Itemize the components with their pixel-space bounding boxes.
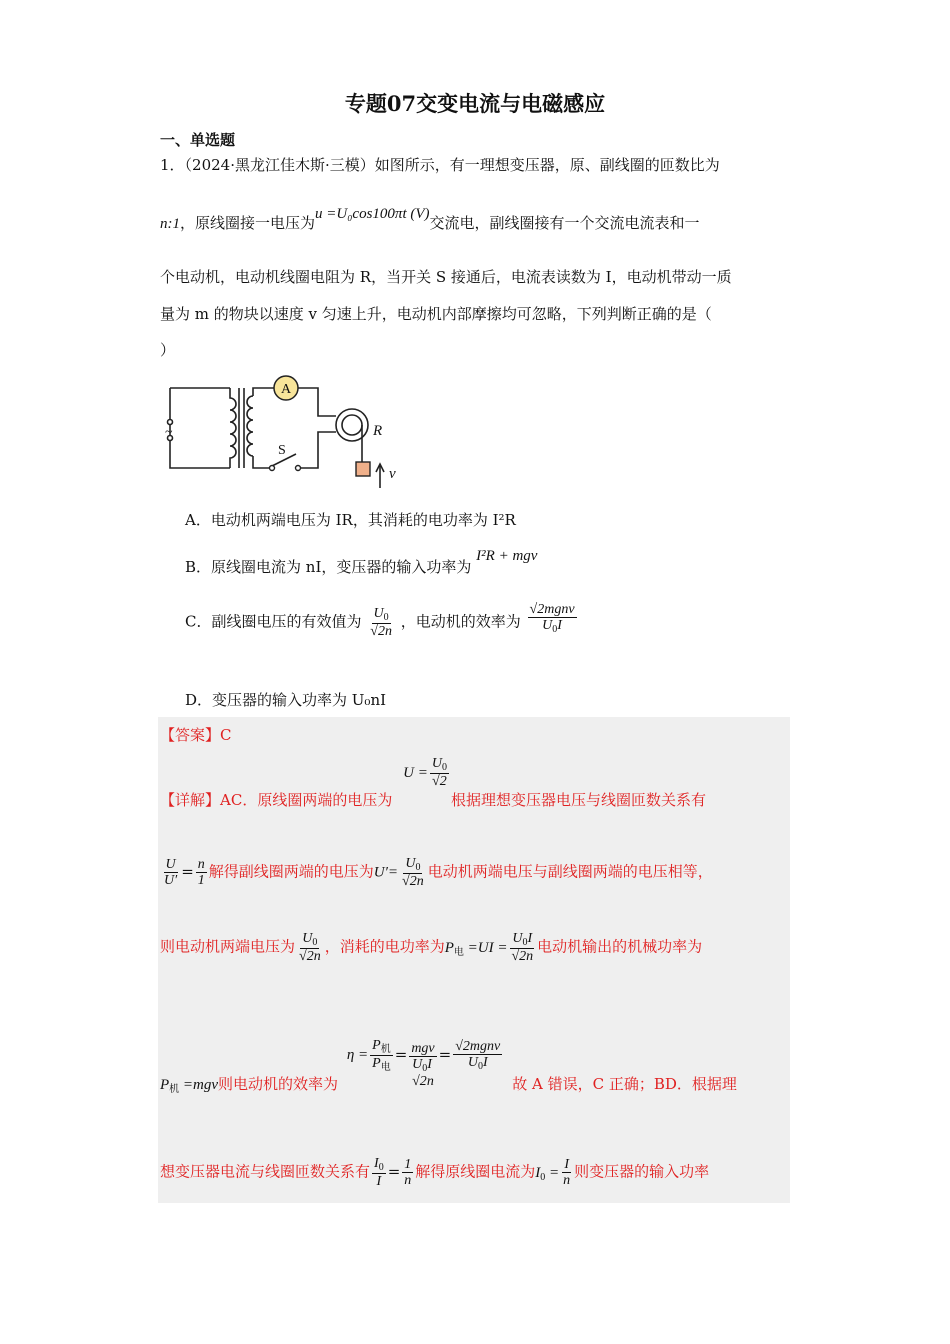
detail-text-3: 则电动机两端电压为 — [160, 937, 296, 956]
circuit-diagram — [160, 370, 410, 495]
question-line-3: 个电动机，电动机线圈电阻为 R，当开关 S 接通后，电流表读数为 I，电动机带动一质 — [160, 268, 732, 286]
detail-text-5: 想变压器电流与线圈匝数关系有 — [160, 1162, 371, 1181]
detail-text-2b: 电动机两端电压与副线圈两端的电压相等， — [427, 862, 713, 881]
switch-label: S — [278, 443, 286, 458]
option-c-text-1: C．副线圈电压的有效值为 — [185, 612, 362, 631]
question-line-5: ） — [160, 341, 176, 359]
voltage-expression: u =U₀cos100πt (V) — [315, 206, 430, 222]
question-text-1: 如图所示，有一理想变压器，原、副线圈的匝数比为 — [374, 156, 720, 174]
detail-text-3c: 电动机输出的机械功率为 — [537, 937, 703, 956]
detail-text-5c: 则变压器的输入功率 — [574, 1162, 710, 1181]
section-heading: 一、单选题 — [160, 131, 236, 149]
answer-label: 【答案】C — [160, 726, 232, 744]
eq-current-ratio: $\frac{I_0}{I}$ — [374, 1156, 384, 1189]
question-number: 1． — [160, 156, 185, 174]
detail-text-4: 则电动机的效率为 — [218, 1075, 339, 1094]
detail-text-1: AC．原线圈两端的电压为 — [220, 790, 393, 809]
option-b-text: B．原线圈电流为 nI，变压器的输入功率为 — [185, 558, 472, 576]
detail-text-5b: 解得原线圈电流为 — [415, 1162, 536, 1181]
option-c[interactable] — [185, 602, 579, 639]
eq-primary-current: $\frac{I}{n}$ — [563, 1156, 571, 1189]
question-line-1 — [160, 154, 720, 175]
option-a[interactable]: A．电动机两端电压为 IR，其消耗的电功率为 I²R — [185, 511, 516, 529]
detail-line-3: 则电动机两端电压为 $\frac{U_0}{√2n}$ ，消耗的电功率为$P_电 =UI$ = $\frac{U_0I}{√2n}$ 电动机输出的机械功率为 — [160, 931, 703, 964]
detail-line-2: $\frac{U}{U'}$ = $\frac{n}{1}$ 解得副线圈两端的电压为U′= $\frac{U_0}{√2n}$ 电动机两端电压与副线圈两端的电压相等， — [164, 856, 713, 889]
resistor-label: R — [373, 423, 383, 439]
detail-text-4b: 故 A 错误，C 正确；BD．根据理 — [512, 1075, 737, 1094]
option-c-fraction-1: $\frac{U_0}{√2n}$ — [370, 606, 392, 639]
terminal-top — [168, 420, 173, 425]
question-line-4: 量为 m 的物块以速度 v 匀速上升，电动机内部摩擦均可忽略，下列判断正确的是（ — [160, 305, 712, 323]
detail-label: 【详解】 — [160, 790, 221, 809]
ac-source-symbol: ~ — [165, 425, 173, 440]
eq-ratio-n: $\frac{n}{1}$ — [197, 856, 205, 889]
detail-text-1b: 根据理想变压器电压与线圈匝数关系有 — [450, 790, 706, 809]
eq-efficiency-1: $\frac{P_机}{P_电}$ — [372, 1037, 391, 1073]
eq-electric-power: $\frac{U_0I}{√2n}$ — [511, 931, 534, 964]
turns-ratio: n:1 — [160, 216, 180, 232]
block-mass — [356, 462, 370, 476]
question-text-2b: 交流电，副线圈接有一个交流电流表和一 — [429, 214, 700, 232]
question-line-2 — [160, 206, 700, 233]
switch-contact — [270, 466, 275, 471]
detail-line-1 — [160, 756, 706, 809]
question-text-2a: ，原线圈接一电压为 — [180, 214, 316, 232]
option-c-fraction-2: $\frac{\text{√2mgnv}}{U_0I}$ — [529, 602, 575, 636]
eq-current-ratio-n: $\frac{1}{n}$ — [404, 1156, 412, 1189]
detail-line-5: 想变压器电流与线圈匝数关系有 $\frac{I_0}{I}$ = $\frac{1}{n}$ 解得原线圈电流为$I_0$ = $\frac{I}{n}$ 则变压器的输入功率 — [160, 1156, 710, 1189]
eq-efficiency-3: $\frac{\text{√2mgnv}}{U_0I}$ — [455, 1038, 501, 1073]
eq-efficiency-2: mgv $U_0I$ √2n — [411, 1041, 435, 1090]
ammeter-label: A — [280, 382, 292, 397]
eq-u-secondary: $\frac{U_0}{√2n}$ — [402, 856, 424, 889]
option-d[interactable]: D．变压器的输入功率为 U₀nI — [185, 691, 387, 709]
detail-text-2: 解得副线圈两端的电压为 — [208, 862, 374, 881]
option-c-text-2: ，电动机的效率为 — [400, 612, 521, 631]
eq-ratio-u: $\frac{U}{U'}$ — [164, 856, 178, 889]
detail-line-4: $P_机 =mgv$则电动机的效率为 η = $\frac{P_机}{P_电}$ = mgv $U_0I$ √2n = $\frac{\text{√2mgnv}}{U_0I}$ 故 A 错误，C 正确；BD．根据理 — [160, 1037, 737, 1096]
eq-motor-voltage: $\frac{U_0}{√2n}$ — [299, 931, 321, 964]
option-b[interactable] — [185, 548, 538, 577]
question-source: （2024·黑龙江佳木斯·三模） — [184, 156, 375, 174]
detail-text-3b: ，消耗的电功率为 — [324, 937, 445, 956]
eq-u-primary-frac: $\frac{U_0}{√2}$ — [431, 756, 447, 789]
velocity-label: v — [389, 466, 396, 482]
eq-u-primary: U = — [403, 764, 428, 781]
option-b-expression: I²R + mgv — [476, 548, 538, 564]
page-title: 专题07交变电流与电磁感应 — [344, 91, 606, 116]
